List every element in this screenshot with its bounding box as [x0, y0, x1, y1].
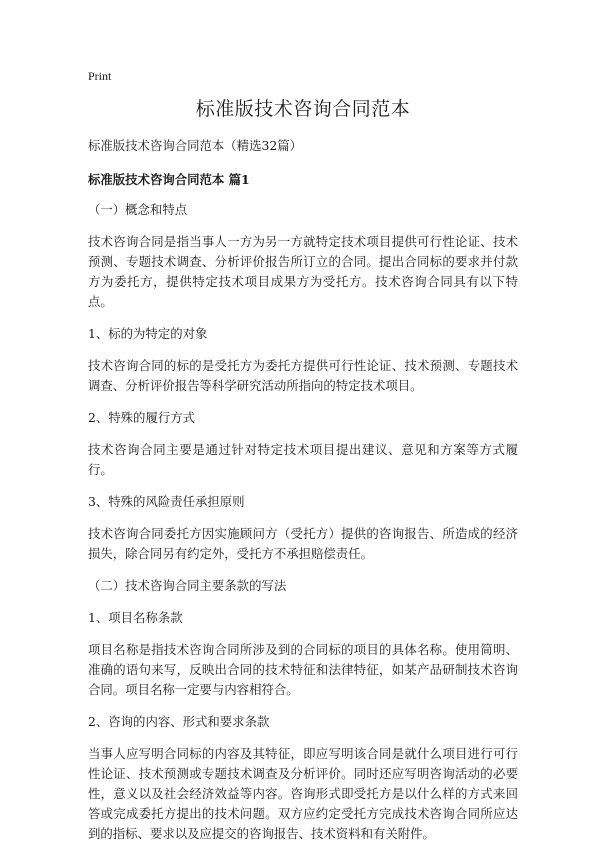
paragraph-performance: 技术咨询合同主要是通过针对特定技术项目提出建议、意见和方案等方式履行。 [88, 442, 518, 477]
heading-performance: 2、特殊的履行方式 [88, 410, 196, 425]
paragraph-subject: 技术咨询合同的标的是受托方为委托方提供可行性论证、技术预测、专题技术调查、分析评价报告等科学研究活动所指向的特定技术项目。 [88, 358, 518, 393]
heading-risk: 3、特殊的风险责任承担原则 [88, 494, 245, 509]
paragraph-risk: 技术咨询合同委托方因实施顾问方（受托方）提供的咨询报告、所造成的经济损失，除合同另有约定外，受托方不承担赔偿责任。 [88, 526, 518, 561]
print-label: Print [88, 69, 112, 83]
paragraph-project-name: 项目名称是指技术咨询合同所涉及到的合同标的项目的具体名称。使用简明、准确的语句来写，反映出合同的技术特征和法律特征，如某产品研制技术咨询合同。项目名称一定要与内容相符合。 [88, 642, 518, 697]
section-heading: 标准版技术咨询合同范本 篇1 [88, 172, 250, 187]
document-subtitle: 标准版技术咨询合同范本（精选32篇） [88, 138, 303, 153]
document-title: 标准版技术咨询合同范本 [195, 98, 411, 120]
document-page [88, 68, 518, 856]
heading-subject: 1、标的为特定的对象 [88, 326, 208, 341]
heading-main-clauses: （二）技术咨询合同主要条款的写法 [88, 578, 287, 593]
paragraph-definition: 技术咨询合同是指当事人一方为另一方就特定技术项目提供可行性论证、技术预测、专题技术调查、分析评价报告所订立的合同。提出合同标的要求并付款方为委托方，提供特定技术项目成果方为受托方。技术咨询合同具有以下特点。 [88, 234, 518, 309]
heading-project-name: 1、项目名称条款 [88, 610, 183, 625]
heading-concept: （一）概念和特点 [88, 202, 188, 217]
heading-consulting-content: 2、咨询的内容、形式和要求条款 [88, 714, 270, 729]
paragraph-consulting-content: 当事人应写明合同标的内容及其特征，即应写明该合同是就什么项目进行可行性论证、技术预测或专题技术调查及分析评价。同时还应写明咨询活动的必要性，意义以及社会经济效益等内容。咨询形式即受托方是以什么样的方式来回答或完成委托方提出的技术问题。双方应约定受托方完成技术咨询合同所应达到的指标、要求以及应提交的咨询报告、技术资料和有关附件。 [88, 746, 518, 841]
